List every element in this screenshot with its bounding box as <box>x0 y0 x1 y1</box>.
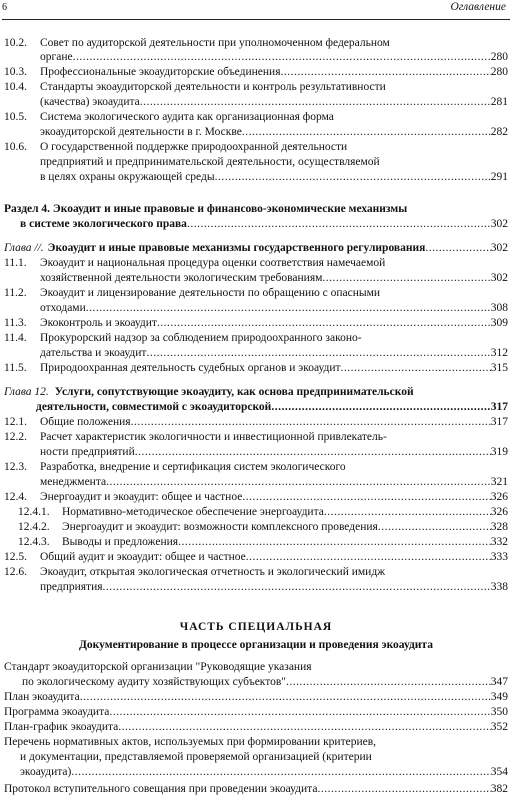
part-subheading: Документирование в процессе организации и проведения экоаудита <box>79 639 433 651</box>
toc-entry: 12.5. Общий аудит и экоаудит: общее и частное ..... 333 <box>0 550 512 565</box>
toc-entry: отходами ..... 308 <box>0 301 512 316</box>
toc-entry: (качества) экоаудита ..... 281 <box>0 95 512 110</box>
toc-subentry: 12.4.3. Выводы и предложения ..... 332 <box>0 535 512 550</box>
page-number: 6 <box>2 2 7 13</box>
toc-entry: по экологическому аудиту хозяйствующих субъектов" ..... 347 <box>0 675 512 690</box>
toc-entry: Протокол вступительного совещания при проведении экоаудита ..... 382 <box>0 782 512 797</box>
toc-entry: 11.2. Экоаудит и лицензирование деятельности по обращению с опасными <box>4 287 381 299</box>
toc-entry: 10.4. Стандарты экоаудиторской деятельности и контроль результативности <box>4 81 386 93</box>
chapter-heading: деятельности, совместимой с экоаудиторской ..... 317 <box>0 400 512 415</box>
chapter-heading: Глава 12. Услуги, сопутствующие экоаудиту, как основа предпринимательской <box>4 386 414 398</box>
part-heading: ЧАСТЬ СПЕЦИАЛЬНАЯ <box>179 621 333 633</box>
running-title: Оглавление <box>450 1 506 13</box>
leader-dots <box>73 50 491 65</box>
toc-entry: дательства и экоаудит ..... 312 <box>0 346 512 361</box>
toc-entry: 10.6. О государственной поддержке природоохранной деятельности <box>4 141 348 153</box>
toc-entry: 11.3. Экоконтроль и экоаудит ..... 309 <box>0 316 512 331</box>
toc-entry: 12.4. Энергоаудит и экоаудит: общее и частное ..... 326 <box>0 490 512 505</box>
toc-entry: Стандарт экоаудиторской организации "Руководящие указания <box>4 661 312 673</box>
toc-entry: 11.4. Прокурорский надзор за соблюдением природоохранного законо- <box>4 332 362 344</box>
toc-entry: 11.5. Природоохранная деятельность судебных органов и экоаудит ..... 315 <box>0 361 512 376</box>
chapter-heading: Глава //. Экоаудит и иные правовые механизмы государственного регулирования ..... 302 <box>0 241 512 256</box>
toc-entry: 12.6. Экоаудит, открытая экологическая отчетность и экологический имидж <box>4 566 386 578</box>
toc-entry: 12.1. Общие положения ..... 317 <box>0 415 512 430</box>
page-ref: 280 <box>490 51 508 63</box>
toc-entry: 12.3. Разработка, внедрение и сертификация систем экологического <box>4 461 346 473</box>
toc-entry: 10.5. Система экологического аудита как организационная форма <box>4 111 334 123</box>
toc-entry: 12.2. Расчет характеристик экологичности и инвестиционной привлекатель- <box>4 431 387 443</box>
toc-entry: экоаудита) ..... 354 <box>0 765 512 780</box>
toc-entry: в целях охраны окружающей среды ..... 291 <box>0 170 512 185</box>
section-heading: в системе экологического права ..... 302 <box>0 217 512 232</box>
toc-entry: хозяйственной деятельности экологическим требованиям ..... 302 <box>0 271 512 286</box>
toc-entry: предприятий и предпринимательской деятельности, осуществляемой <box>40 156 380 168</box>
toc-entry: 10.3. Профессиональные экоаудиторские объединения ..... 280 <box>0 65 512 80</box>
toc-entry: менеджмента ..... 321 <box>0 475 512 490</box>
header-rule <box>2 19 510 20</box>
toc-entry: Программа экоаудита ..... 350 <box>0 705 512 720</box>
toc-entry: предприятия ..... 338 <box>0 580 512 595</box>
toc-subentry: 12.4.2. Энергоаудит и экоаудит: возможности комплексного проведения ..... 328 <box>0 520 512 535</box>
toc-entry: ности предприятий ..... 319 <box>0 445 512 460</box>
toc-entry: органе ..... 280 <box>0 50 512 65</box>
toc-entry: 10.2. Совет по аудиторской деятельности при уполномоченном федеральном <box>4 37 390 49</box>
toc-entry: Перечень нормативных актов, используемых при формировании критериев, <box>4 736 377 748</box>
toc-subentry: 12.4.1. Нормативно-методическое обеспечение энергоаудита ..... 326 <box>0 505 512 520</box>
toc-entry: План экоаудита ..... 349 <box>0 690 512 705</box>
toc-entry: и документации, представляемой проверяемой организацией (критерии <box>20 751 372 763</box>
toc-entry: План-график экоаудита ..... 352 <box>0 720 512 735</box>
section-heading: Раздел 4. Экоаудит и иные правовые и финансово-экономические механизмы <box>4 203 408 215</box>
toc-entry: экоаудиторской деятельности в г. Москве ..... 282 <box>0 125 512 140</box>
toc-entry: 11.1. Экоаудит и национальная процедура оценки соответствия намечаемой <box>4 257 386 269</box>
